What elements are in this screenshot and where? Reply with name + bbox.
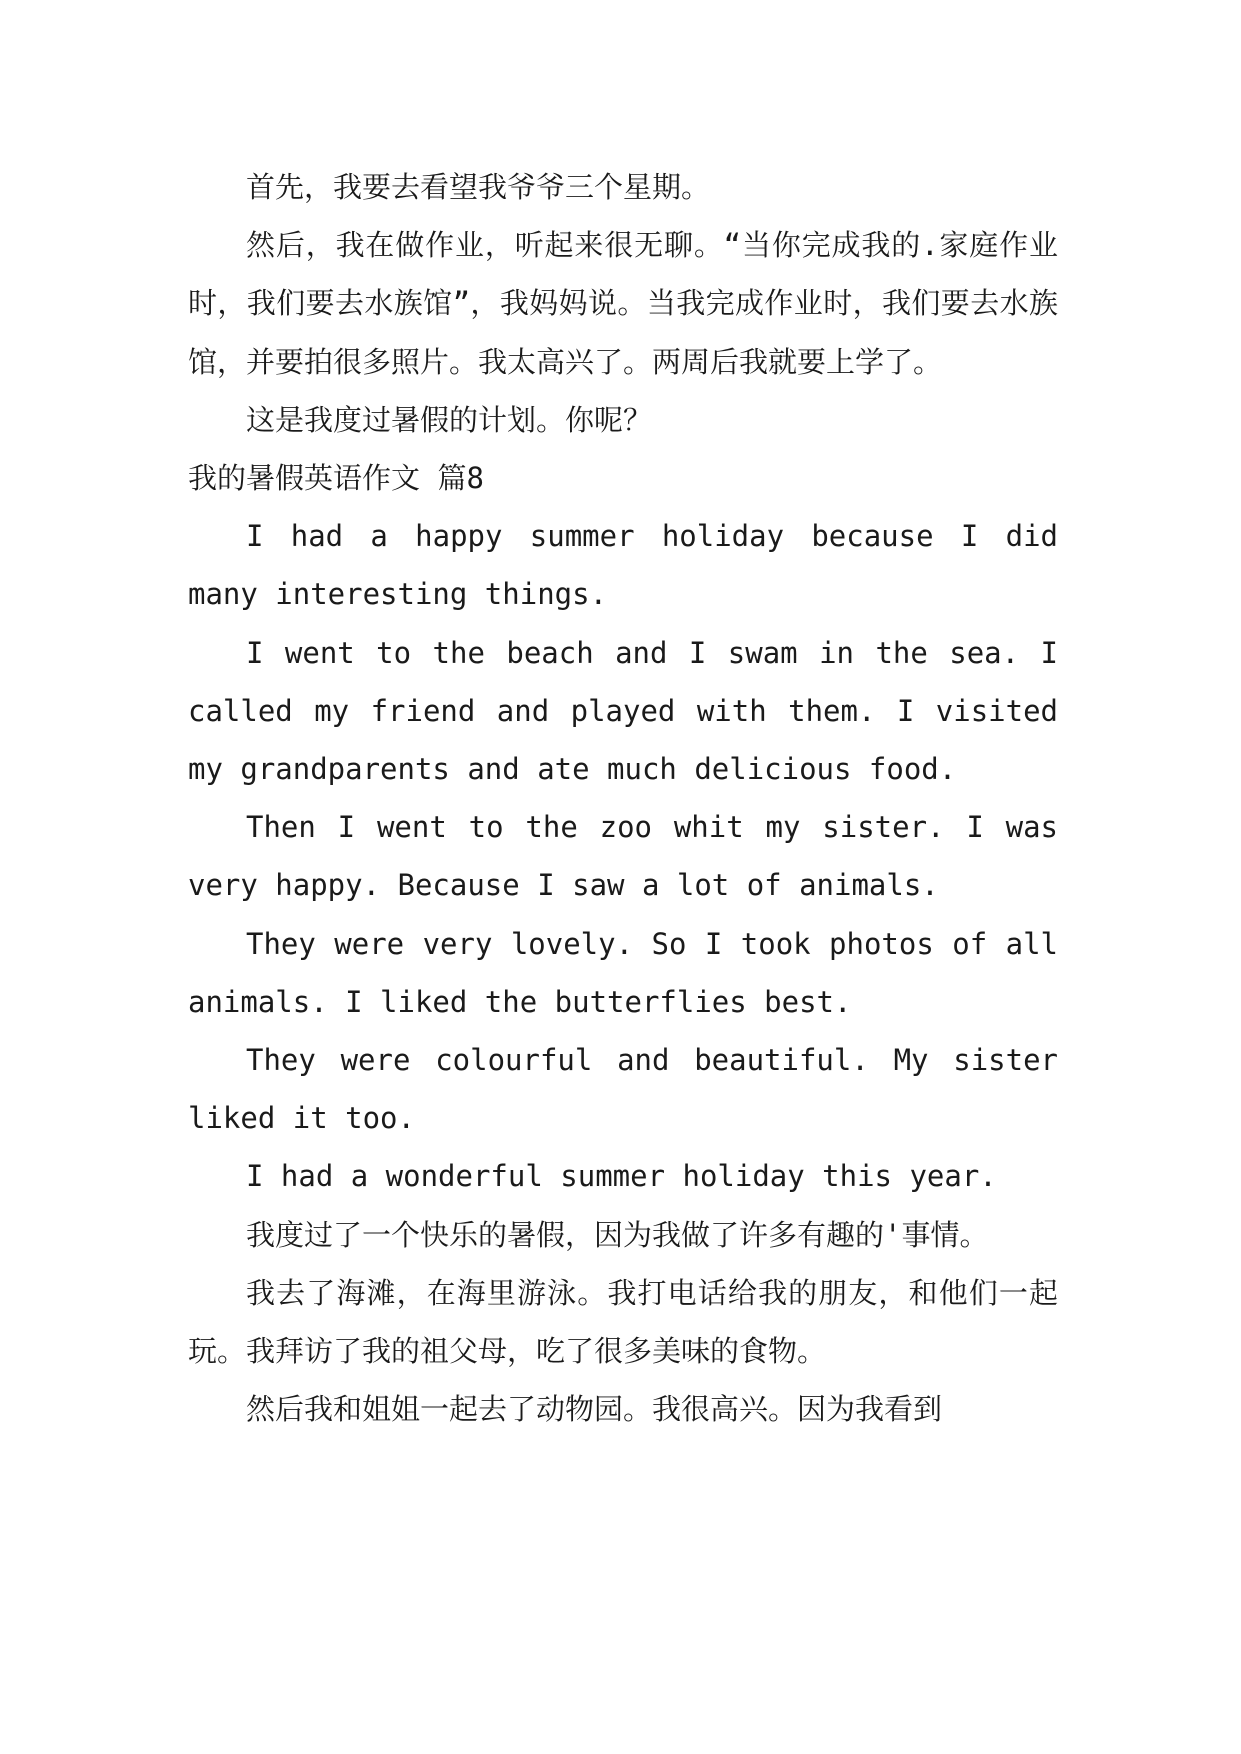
paragraph-english-photos: They were very lovely. So I took photos of all animals. I liked the butterflies best.	[188, 926, 1058, 1019]
paragraph-plan-question: 这是我度过暑假的计划。你呢？	[246, 402, 653, 437]
paragraph-english-closing: I had a wonderful summer holiday this year.	[246, 1159, 997, 1194]
paragraph-chinese-intro: 我度过了一个快乐的暑假，因为我做了许多有趣的'事情。	[246, 1217, 989, 1252]
paragraph-english-zoo: Then I went to the zoo whit my sister. I was very happy. Because I saw a lot of animals.	[188, 810, 1058, 903]
paragraph-homework-aquarium: 然后，我在做作业，听起来很无聊。“当你完成我的.家庭作业时，我们要去水族馆”，我妈妈说。当我完成作业时，我们要去水族馆，并要拍很多照片。我太高兴了。两周后我就要上学了。	[188, 228, 1058, 379]
document-body	[188, 158, 1058, 1438]
paragraph-visit-grandpa: 首先，我要去看望我爷爷三个星期。	[246, 170, 711, 204]
paragraph-chinese-zoo: 然后我和姐姐一起去了动物园。我很高兴。因为我看到	[246, 1392, 943, 1427]
paragraph-chinese-beach: 我去了海滩，在海里游泳。我打电话给我的朋友，和他们一起玩。我拜访了我的祖父母，吃了很多美味的食物。	[188, 1275, 1058, 1369]
paragraph-english-butterflies: They were colourful and beautiful. My sister liked it too.	[188, 1043, 1058, 1136]
section-heading: 我的暑假英语作文 篇8	[188, 461, 484, 496]
paragraph-english-intro: I had a happy summer holiday because I did many interesting things.	[188, 519, 1058, 612]
paragraph-english-beach: I went to the beach and I swam in the sea. I called my friend and played with them. I visited my grandparents and ate much delicious food.	[188, 635, 1058, 787]
